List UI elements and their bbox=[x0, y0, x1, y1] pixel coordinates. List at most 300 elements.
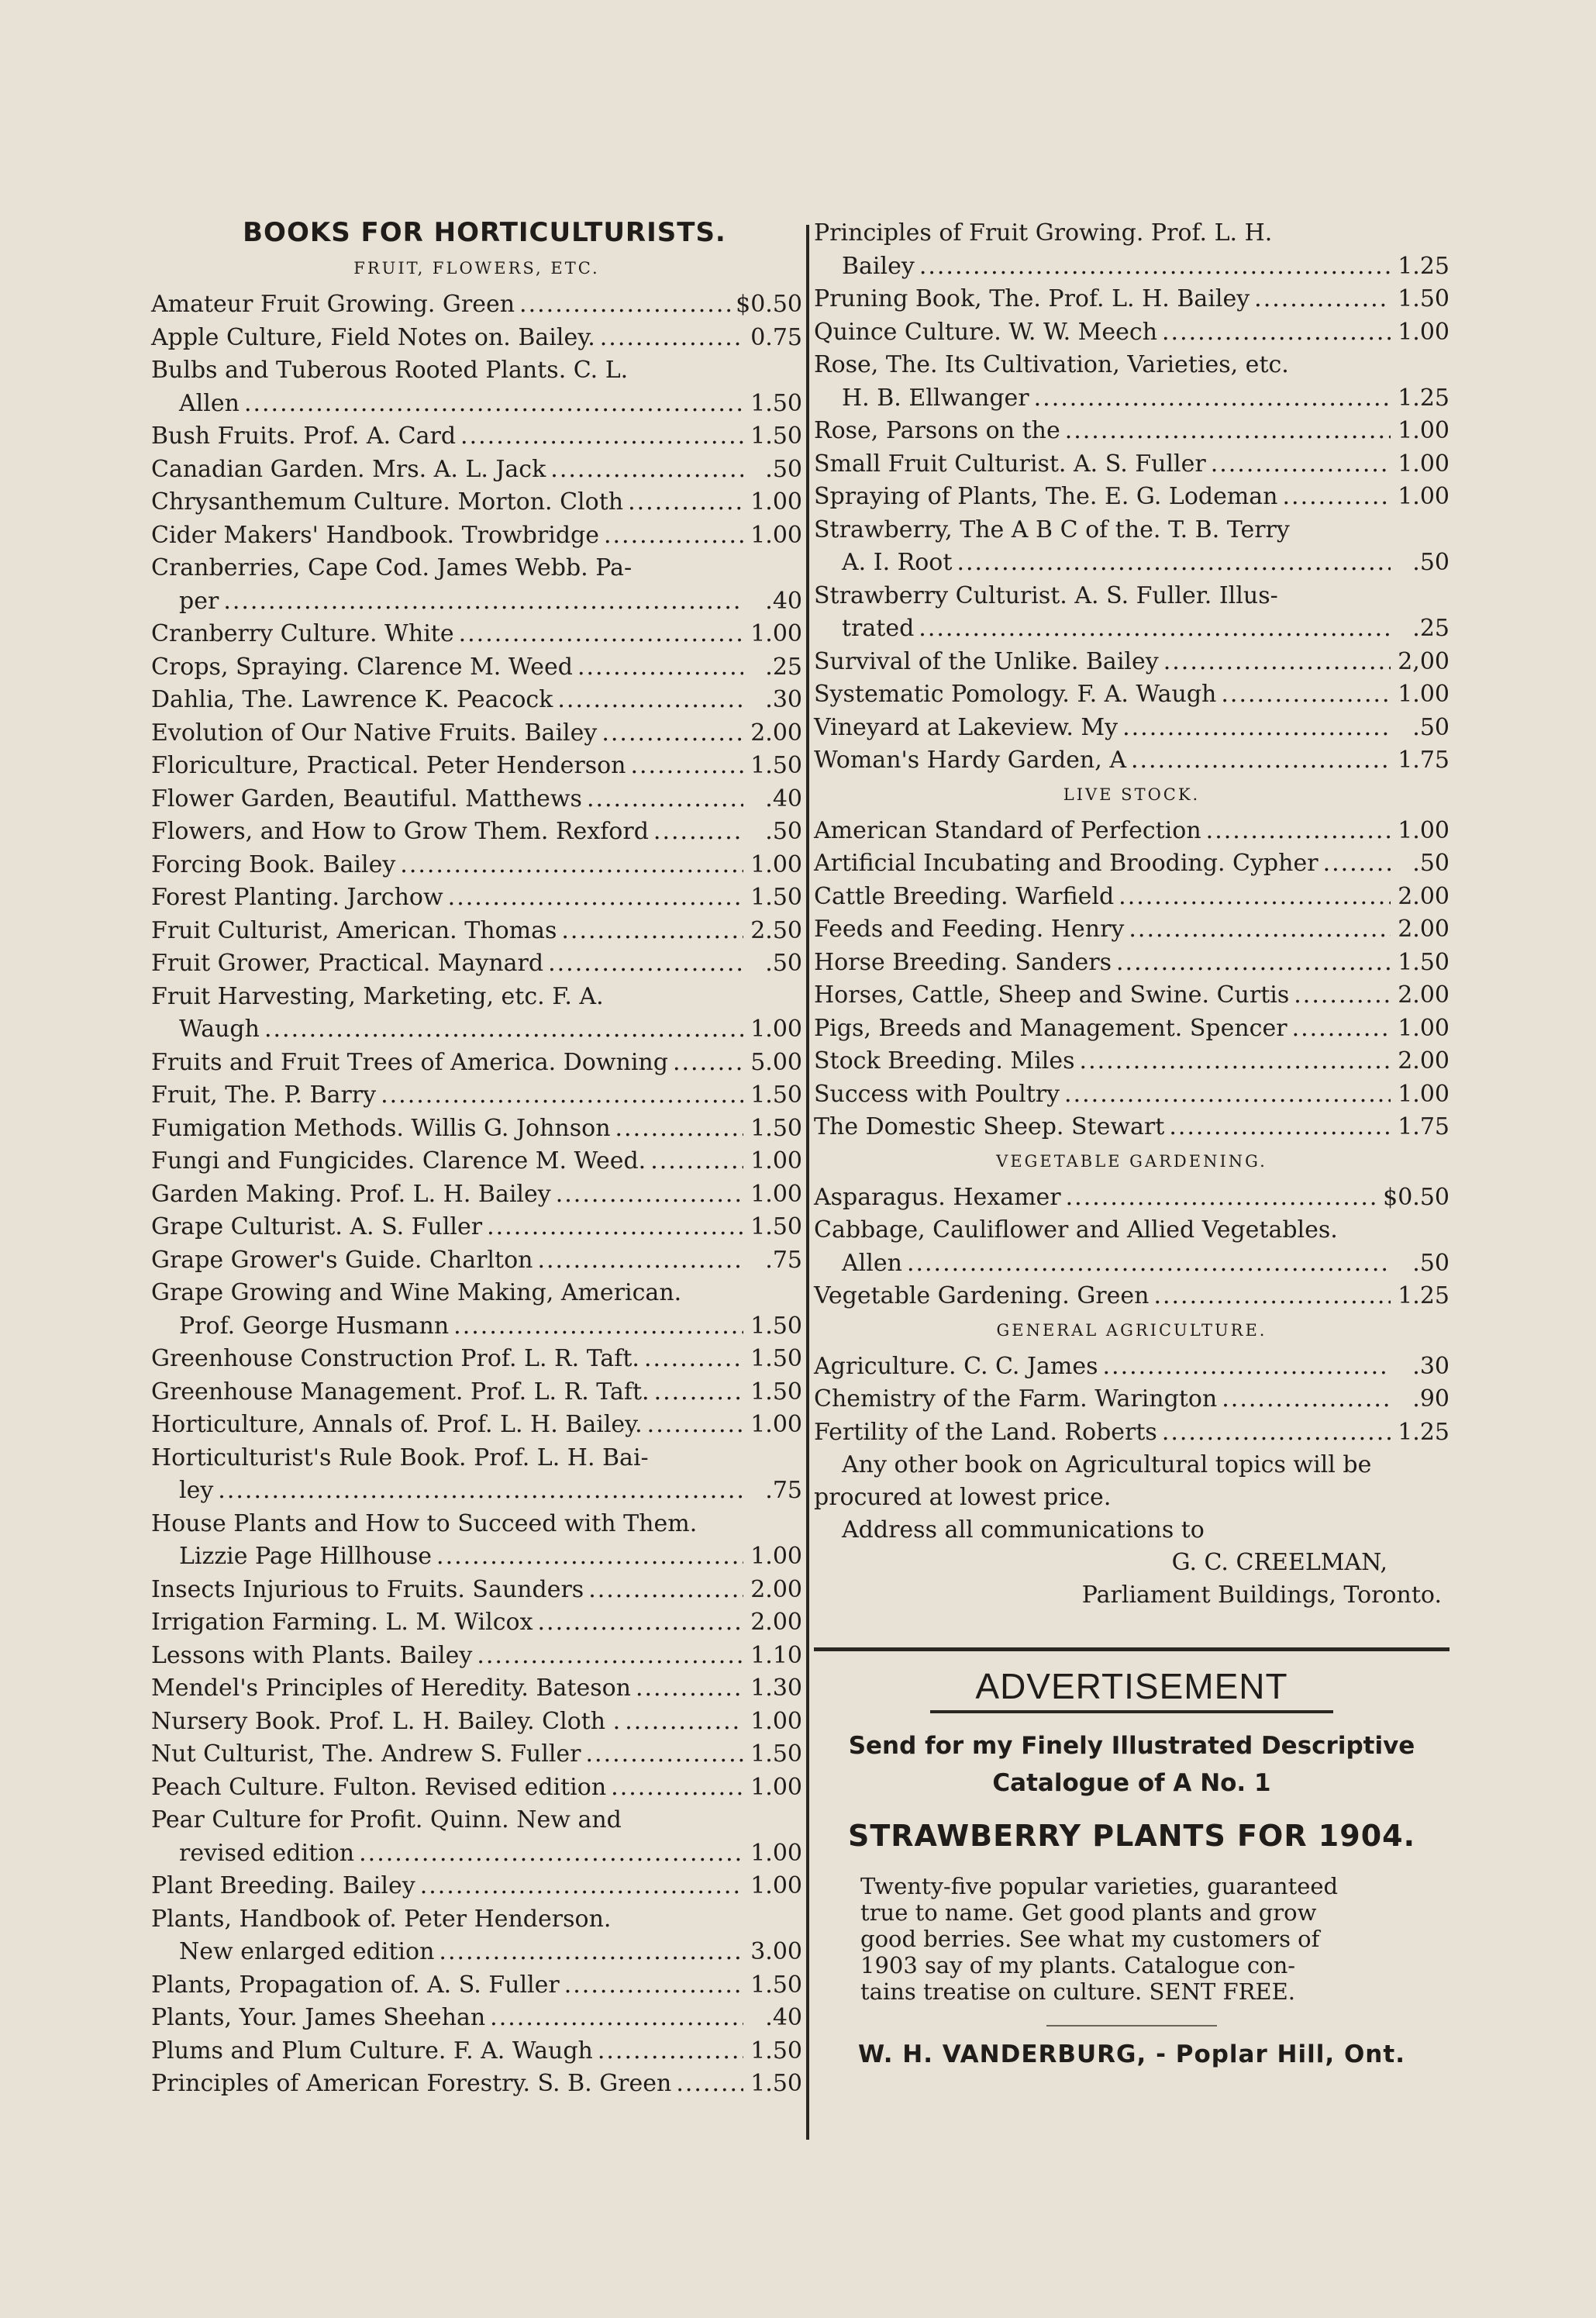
book-entry-title: Forcing Book. Bailey bbox=[151, 850, 396, 878]
book-entry bbox=[151, 1804, 802, 1870]
book-entry bbox=[814, 847, 1449, 881]
book-entry-title: Plums and Plum Culture. F. A. Waugh bbox=[151, 2037, 593, 2064]
book-entry bbox=[814, 979, 1449, 1012]
book-entry bbox=[151, 1706, 802, 1739]
book-entry-price: 1.50 bbox=[750, 2037, 802, 2064]
leader-dots bbox=[676, 2068, 743, 2101]
leader-dots bbox=[907, 1247, 1391, 1281]
book-entry bbox=[814, 678, 1449, 712]
book-entry-price: 1.00 bbox=[1398, 681, 1449, 708]
book-entry-title: Fruits and Fruit Trees of America. Downing bbox=[151, 1048, 668, 1076]
book-entry bbox=[814, 481, 1449, 514]
book-entry-price: $0.50 bbox=[1383, 1183, 1449, 1211]
book-entry bbox=[151, 2002, 802, 2035]
book-entry bbox=[151, 684, 802, 717]
book-entry bbox=[151, 849, 802, 882]
book-entry-title: revised edition bbox=[179, 1839, 355, 1867]
leader-dots bbox=[439, 1936, 743, 1969]
book-entry-title: Small Fruit Culturist. A. S. Fuller bbox=[814, 450, 1206, 478]
leader-dots bbox=[587, 783, 743, 816]
book-entry bbox=[151, 552, 802, 618]
leader-dots bbox=[602, 717, 743, 750]
book-entry-price: 1.00 bbox=[750, 1773, 802, 1801]
ad-desc-line: tains treatise on culture. SENT FREE. bbox=[860, 1978, 1295, 2005]
book-entry-price: 1.00 bbox=[750, 488, 802, 516]
leader-dots bbox=[564, 1969, 743, 2002]
section-heading-livestock: LIVE STOCK. bbox=[1063, 785, 1201, 804]
book-entry bbox=[151, 783, 802, 816]
book-entry-title: Allen bbox=[842, 1249, 902, 1277]
book-entry-price: 1.30 bbox=[750, 1675, 802, 1702]
book-entry bbox=[814, 283, 1449, 316]
book-entry-price: .90 bbox=[1412, 1385, 1449, 1413]
book-entry-title-line: Principles of Fruit Growing. Prof. L. H. bbox=[814, 219, 1273, 247]
leader-dots bbox=[436, 1540, 743, 1574]
book-entry-title: Bailey bbox=[842, 252, 915, 280]
leader-dots bbox=[223, 585, 743, 619]
section-heading-general: GENERAL AGRICULTURE. bbox=[996, 1320, 1267, 1340]
book-entry-title: Flower Garden, Beautiful. Matthews bbox=[151, 785, 582, 812]
leader-dots bbox=[588, 1574, 743, 1607]
book-entry-price: 1.25 bbox=[1398, 252, 1449, 280]
leader-dots bbox=[487, 1211, 743, 1244]
book-entry-title: Agriculture. C. C. James bbox=[814, 1352, 1098, 1380]
book-entry bbox=[151, 750, 802, 783]
book-entry bbox=[814, 514, 1449, 580]
book-entry-price: 2.00 bbox=[1398, 882, 1449, 910]
book-entry-price: 1.00 bbox=[750, 521, 802, 549]
book-entry bbox=[814, 1214, 1449, 1280]
book-entry-price: 1.50 bbox=[750, 1740, 802, 1768]
leader-dots bbox=[1103, 1350, 1391, 1384]
book-entry-price: .75 bbox=[765, 1477, 802, 1504]
book-entry-price: 3.00 bbox=[750, 1938, 802, 1965]
book-entry bbox=[151, 1672, 802, 1706]
ad-separator bbox=[1046, 2025, 1217, 2027]
book-entry-price: 1.50 bbox=[1398, 948, 1449, 976]
book-entry-title: Cranberry Culture. White bbox=[151, 620, 454, 647]
book-entry bbox=[151, 1574, 802, 1607]
leader-dots bbox=[600, 322, 743, 355]
ad-headline: STRAWBERRY PLANTS FOR 1904. bbox=[847, 1819, 1416, 1853]
book-entry-title: Insects Injurious to Fruits. Saunders bbox=[151, 1575, 584, 1603]
book-entry bbox=[151, 1376, 802, 1409]
book-entry-price: .40 bbox=[765, 2004, 802, 2031]
leader-dots bbox=[625, 1706, 743, 1739]
left-column bbox=[151, 217, 802, 2101]
book-entry bbox=[814, 947, 1449, 980]
book-entry-price: 1.00 bbox=[750, 1543, 802, 1570]
book-entry-title: Canadian Garden. Mrs. A. L. Jack bbox=[151, 455, 546, 483]
address-instruction: Address all communications to bbox=[842, 1516, 1205, 1544]
book-list-vegetable bbox=[814, 1181, 1449, 1313]
book-entry bbox=[151, 1079, 802, 1112]
leader-dots bbox=[604, 519, 743, 553]
leader-dots bbox=[381, 1079, 743, 1112]
book-entry bbox=[814, 881, 1449, 914]
leader-dots bbox=[1080, 1045, 1391, 1078]
book-entry-price: .75 bbox=[765, 1246, 802, 1274]
book-entry-title: Vegetable Gardening. Green bbox=[814, 1282, 1150, 1309]
book-entry-title: trated bbox=[842, 615, 915, 642]
book-entry bbox=[151, 1211, 802, 1244]
book-entry bbox=[151, 881, 802, 915]
book-entry bbox=[151, 354, 802, 420]
book-entry-price: 1.50 bbox=[750, 752, 802, 779]
book-entry-price: 2.00 bbox=[750, 719, 802, 747]
ad-desc-line: 1903 say of my plants. Catalogue con- bbox=[860, 1952, 1296, 1978]
leader-dots bbox=[244, 388, 743, 421]
book-entry-price: .50 bbox=[1412, 1249, 1449, 1277]
book-entry bbox=[151, 1771, 802, 1805]
leader-dots bbox=[420, 1870, 743, 1903]
book-entry bbox=[151, 1145, 802, 1178]
book-entry bbox=[151, 2035, 802, 2068]
book-entry-title-line: Bulbs and Tuberous Rooted Plants. C. L. bbox=[151, 357, 629, 384]
book-entry bbox=[814, 580, 1449, 646]
book-entry-title: Chemistry of the Farm. Warington bbox=[814, 1385, 1218, 1413]
book-entry bbox=[814, 1078, 1449, 1112]
ad-desc-line: Twenty-five popular varieties, guaranteed bbox=[860, 1873, 1339, 1899]
book-entry-price: 2.00 bbox=[1398, 916, 1449, 943]
book-entry-title: Fruit Grower, Practical. Maynard bbox=[151, 950, 544, 977]
book-entry bbox=[151, 1903, 802, 1969]
book-entry-title-line: Grape Growing and Wine Making, American. bbox=[151, 1279, 682, 1306]
leader-dots bbox=[490, 2002, 743, 2035]
leader-dots bbox=[1294, 979, 1391, 1012]
book-entry-price: .50 bbox=[765, 455, 802, 483]
leader-dots bbox=[628, 486, 743, 519]
book-entry-title: Horse Breeding. Sanders bbox=[814, 948, 1112, 976]
book-entry-price: 1.50 bbox=[750, 1971, 802, 1999]
book-entry-price: 1.00 bbox=[1398, 1080, 1449, 1108]
book-entry-title: Greenhouse Management. Prof. L. R. Taft. bbox=[151, 1378, 650, 1406]
book-entry-price: 2,00 bbox=[1398, 647, 1449, 675]
ad-signature: W. H. VANDERBURG, - Poplar Hill, Ont. bbox=[858, 2040, 1405, 2068]
leader-dots bbox=[611, 1771, 743, 1805]
right-column bbox=[814, 217, 1449, 2068]
ad-title: ADVERTISEMENT bbox=[975, 1666, 1288, 1706]
leader-dots bbox=[477, 1640, 743, 1673]
book-entry bbox=[814, 1350, 1449, 1384]
column-divider bbox=[806, 225, 809, 2140]
book-entry-title-line: Pear Culture for Profit. Quinn. New and bbox=[151, 1806, 622, 1833]
section-heading-fruit: FRUIT, FLOWERS, ETC. bbox=[353, 259, 600, 278]
book-entry-title: Grape Culturist. A. S. Fuller bbox=[151, 1213, 483, 1240]
leader-dots bbox=[577, 651, 743, 685]
book-entry-price: 1.00 bbox=[1398, 318, 1449, 346]
order-note-line1: Any other book on Agricultural topics will be bbox=[842, 1451, 1372, 1478]
leader-dots bbox=[218, 1475, 743, 1508]
leader-dots bbox=[919, 250, 1391, 284]
book-entry-price: 1.00 bbox=[750, 1707, 802, 1735]
book-entry-price: 1.50 bbox=[750, 884, 802, 911]
leader-dots bbox=[400, 849, 743, 882]
book-entry-title-line: Rose, The. Its Cultivation, Varieties, etc. bbox=[814, 351, 1289, 378]
book-entry-title: Amateur Fruit Growing. Green bbox=[151, 291, 515, 318]
leader-dots bbox=[1211, 448, 1391, 481]
leader-dots bbox=[453, 1310, 743, 1344]
book-entry bbox=[814, 815, 1449, 848]
book-entry-title: Woman's Hardy Garden, A bbox=[814, 747, 1126, 774]
book-entry bbox=[151, 1969, 802, 2002]
book-entry-title: Stock Breeding. Miles bbox=[814, 1047, 1075, 1074]
book-entry-title: Vineyard at Lakeview. My bbox=[814, 713, 1119, 741]
book-entry-price: 1.50 bbox=[1398, 285, 1449, 312]
leader-dots bbox=[556, 1178, 743, 1212]
book-entry-title-line: Cabbage, Cauliflower and Allied Vegetables. bbox=[814, 1216, 1338, 1244]
book-entry-title: Bush Fruits. Prof. A. Card bbox=[151, 423, 457, 450]
leader-dots bbox=[537, 1244, 743, 1278]
book-entry bbox=[151, 322, 802, 355]
book-entry-title-line: Strawberry Culturist. A. S. Fuller. Illus- bbox=[814, 581, 1278, 609]
book-entry-price: 1.50 bbox=[750, 1081, 802, 1109]
book-entry-title: Plants, Propagation of. A. S. Fuller bbox=[151, 1971, 560, 1999]
book-entry bbox=[814, 744, 1449, 778]
section-rule bbox=[814, 1647, 1449, 1651]
book-entry-price: 1.00 bbox=[750, 1016, 802, 1043]
book-entry bbox=[814, 1416, 1449, 1450]
book-list-general bbox=[814, 1350, 1449, 1450]
book-entry-title-line: Cranberries, Cape Cod. James Webb. Pa- bbox=[151, 554, 633, 581]
address-place: Parliament Buildings, Toronto. bbox=[1081, 1582, 1442, 1609]
book-entry-title: Grape Grower's Guide. Charlton bbox=[151, 1246, 533, 1274]
leader-dots bbox=[653, 816, 743, 849]
book-entry-title: Fumigation Methods. Willis G. Johnson bbox=[151, 1114, 611, 1142]
book-entry-price: 0.75 bbox=[750, 323, 802, 351]
leader-dots bbox=[647, 1409, 743, 1442]
book-entry bbox=[151, 1442, 802, 1508]
book-entry-price: 1.00 bbox=[1398, 816, 1449, 844]
book-entry-title: Forest Planting. Jarchow bbox=[151, 884, 443, 911]
book-entry-price: .50 bbox=[1412, 850, 1449, 877]
book-entry-price: 2.00 bbox=[1398, 981, 1449, 1009]
book-entry bbox=[814, 1012, 1449, 1046]
book-entry bbox=[151, 618, 802, 651]
book-entry-price: 2.00 bbox=[750, 1609, 802, 1636]
book-entry-price: 2.50 bbox=[750, 916, 802, 944]
book-entry-price: 1.75 bbox=[1398, 1113, 1449, 1140]
advertisement bbox=[814, 1665, 1449, 2068]
book-entry-price: 1.00 bbox=[750, 850, 802, 878]
book-entry-title: Nursery Book. Prof. L. H. Bailey. Cloth . bbox=[151, 1707, 621, 1735]
leader-dots bbox=[1323, 847, 1391, 881]
leader-dots bbox=[1119, 881, 1391, 914]
ad-line-2: Catalogue of A No. 1 bbox=[992, 1769, 1271, 1797]
page-title: BOOKS FOR HORTICULTURISTS. bbox=[243, 217, 726, 248]
book-entry-price: 1.50 bbox=[750, 389, 802, 417]
book-entry-title: Spraying of Plants, The. E. G. Lodeman bbox=[814, 483, 1278, 510]
book-entry-price: 1.00 bbox=[1398, 483, 1449, 510]
book-entry-title-line: Horticulturist's Rule Book. Prof. L. H. Bai- bbox=[151, 1444, 649, 1471]
book-entry bbox=[151, 1178, 802, 1212]
book-entry-title: A. I. Root bbox=[842, 549, 953, 576]
address-name: G. C. CREELMAN, bbox=[1171, 1549, 1387, 1576]
book-entry bbox=[814, 1045, 1449, 1078]
book-entry bbox=[151, 420, 802, 454]
book-entry-price: 1.00 bbox=[750, 1411, 802, 1438]
book-entry-price: 1.00 bbox=[750, 1839, 802, 1867]
leader-dots bbox=[644, 1343, 743, 1376]
book-entry-title: Floriculture, Practical. Peter Henderson bbox=[151, 752, 626, 779]
book-entry-price: .40 bbox=[765, 785, 802, 812]
book-entry bbox=[151, 519, 802, 553]
book-entry bbox=[151, 1047, 802, 1080]
book-entry-title: H. B. Ellwanger bbox=[842, 384, 1029, 412]
book-entry bbox=[814, 1280, 1449, 1313]
book-entry-price: 1.50 bbox=[750, 423, 802, 450]
book-entry-title: Flowers, and How to Grow Them. Rexford bbox=[151, 818, 649, 845]
leader-dots bbox=[557, 684, 743, 717]
book-list-continued bbox=[814, 217, 1449, 778]
book-entry-title-line: Strawberry, The A B C of the. T. B. Terry bbox=[814, 516, 1290, 543]
book-entry-title: Lessons with Plants. Bailey bbox=[151, 1641, 473, 1669]
book-entry bbox=[151, 816, 802, 849]
leader-dots bbox=[1064, 1078, 1391, 1112]
book-entry bbox=[151, 454, 802, 487]
book-entry bbox=[814, 1383, 1449, 1416]
book-entry bbox=[151, 1606, 802, 1640]
book-entry-title: Horses, Cattle, Sheep and Swine. Curtis bbox=[814, 981, 1290, 1009]
leader-dots bbox=[550, 454, 743, 487]
book-entry-price: 1.00 bbox=[750, 1180, 802, 1208]
book-entry bbox=[151, 486, 802, 519]
book-entry bbox=[814, 217, 1449, 283]
leader-dots bbox=[548, 947, 743, 981]
book-entry bbox=[814, 1111, 1449, 1144]
book-entry-title: American Standard of Perfection bbox=[814, 816, 1201, 844]
book-entry-title: Greenhouse Construction Prof. L. R. Taft. bbox=[151, 1345, 639, 1372]
book-entry-price: 1.00 bbox=[750, 620, 802, 647]
leader-dots bbox=[1163, 646, 1391, 679]
book-entry-title: Nut Culturist, The. Andrew S. Fuller bbox=[151, 1740, 581, 1768]
book-entry-title: Irrigation Farming. L. M. Wilcox bbox=[151, 1609, 533, 1636]
book-entry bbox=[151, 915, 802, 948]
leader-dots bbox=[957, 547, 1391, 580]
ad-desc-line: good berries. See what my customers of bbox=[860, 1926, 1320, 1952]
book-entry-title: Fertility of the Land. Roberts bbox=[814, 1418, 1157, 1446]
book-entry-price: 1.10 bbox=[750, 1641, 802, 1669]
book-entry-title: Chrysanthemum Culture. Morton. Cloth bbox=[151, 488, 624, 516]
book-entry-title: Evolution of Our Native Fruits. Bailey bbox=[151, 719, 598, 747]
ad-title-underline bbox=[930, 1710, 1333, 1713]
book-entry-price: 1.50 bbox=[750, 1114, 802, 1142]
leader-dots bbox=[673, 1047, 743, 1080]
book-entry-title: ley bbox=[179, 1477, 214, 1504]
book-entry-title: Fruit Culturist, American. Thomas bbox=[151, 916, 557, 944]
leader-dots bbox=[460, 420, 743, 454]
book-entry-price: 1.50 bbox=[750, 1213, 802, 1240]
book-entry-title: Apple Culture, Field Notes on. Bailey. bbox=[151, 323, 595, 351]
leader-dots bbox=[1129, 913, 1391, 947]
order-note-line2: procured at lowest price. bbox=[814, 1484, 1112, 1511]
book-entry bbox=[151, 947, 802, 981]
book-entry-title: Pigs, Breeds and Management. Spencer bbox=[814, 1014, 1287, 1042]
book-entry-title: Systematic Pomology. F. A. Waugh bbox=[814, 681, 1217, 708]
book-entry-title: Fruit, The. P. Barry bbox=[151, 1081, 377, 1109]
leader-dots bbox=[1116, 947, 1391, 980]
book-entry-price: .30 bbox=[765, 686, 802, 713]
book-list-livestock bbox=[814, 815, 1449, 1144]
leader-dots bbox=[538, 1606, 744, 1640]
leader-dots bbox=[1162, 1416, 1391, 1450]
book-entry-price: 1.00 bbox=[1398, 417, 1449, 444]
leader-dots bbox=[561, 915, 743, 948]
book-entry-title: Mendel's Principles of Heredity. Bateson bbox=[151, 1675, 631, 1702]
book-entry-title-line: House Plants and How to Succeed with Them. bbox=[151, 1509, 698, 1537]
book-entry bbox=[151, 717, 802, 750]
ad-desc-line: true to name. Get good plants and grow bbox=[860, 1899, 1317, 1926]
leader-dots bbox=[919, 612, 1391, 646]
book-entry-title: Artificial Incubating and Brooding. Cypher bbox=[814, 850, 1319, 877]
book-entry bbox=[151, 1277, 802, 1343]
leader-dots bbox=[1065, 415, 1391, 448]
book-entry-price: 1.50 bbox=[750, 1312, 802, 1340]
book-entry-price: 1.50 bbox=[750, 1378, 802, 1406]
book-entry bbox=[814, 316, 1449, 350]
book-entry bbox=[151, 1640, 802, 1673]
book-entry-title: Quince Culture. W. W. Meech bbox=[814, 318, 1158, 346]
book-entry-price: 1.00 bbox=[1398, 450, 1449, 478]
book-entry-price: 1.50 bbox=[750, 2070, 802, 2097]
book-entry-price: 1.00 bbox=[750, 1872, 802, 1899]
book-entry bbox=[814, 415, 1449, 448]
leader-dots bbox=[459, 618, 743, 651]
book-entry bbox=[151, 651, 802, 685]
book-entry bbox=[151, 1870, 802, 1903]
book-entry-price: .40 bbox=[765, 587, 802, 615]
book-entry-title: Cattle Breeding. Warfield bbox=[814, 882, 1115, 910]
book-entry-title: Dahlia, The. Lawrence K. Peacock bbox=[151, 686, 553, 713]
section-heading-vegetable: VEGETABLE GARDENING. bbox=[996, 1151, 1267, 1171]
book-entry bbox=[151, 1244, 802, 1278]
book-entry-price: .30 bbox=[1412, 1352, 1449, 1380]
ad-line-1: Send for my Finely Illustrated Descriptive bbox=[848, 1732, 1415, 1760]
leader-dots bbox=[1169, 1111, 1391, 1144]
leader-dots bbox=[1131, 744, 1391, 778]
book-entry-title: Prof. George Husmann bbox=[179, 1312, 450, 1340]
book-entry-price: 5.00 bbox=[750, 1048, 802, 1076]
book-entry-price: 1.00 bbox=[750, 1147, 802, 1175]
book-entry-title-line: Fruit Harvesting, Marketing, etc. F. A. bbox=[151, 982, 604, 1010]
book-entry-title: Cider Makers' Handbook. Trowbridge bbox=[151, 521, 599, 549]
leader-dots bbox=[448, 881, 743, 915]
book-entry-title: Success with Poultry bbox=[814, 1080, 1060, 1108]
leader-dots bbox=[1162, 316, 1391, 350]
book-entry bbox=[814, 1181, 1449, 1215]
book-entry-price: .50 bbox=[765, 950, 802, 977]
book-entry-title: The Domestic Sheep. Stewart bbox=[814, 1113, 1165, 1140]
book-entry-price: 1.75 bbox=[1398, 747, 1449, 774]
leader-dots bbox=[1283, 481, 1391, 514]
book-entry bbox=[151, 288, 802, 322]
book-entry-price: $0.50 bbox=[736, 291, 802, 318]
book-entry bbox=[151, 1409, 802, 1442]
book-entry bbox=[814, 913, 1449, 947]
leader-dots bbox=[630, 750, 743, 783]
book-entry bbox=[814, 448, 1449, 481]
book-entry-title: Rose, Parsons on the bbox=[814, 417, 1060, 444]
book-entry-title: Principles of American Forestry. S. B. Green bbox=[151, 2070, 672, 2097]
book-entry-title: Fungi and Fungicides. Clarence M. Weed. bbox=[151, 1147, 646, 1175]
book-entry-price: 1.25 bbox=[1398, 1418, 1449, 1446]
leader-dots bbox=[1034, 382, 1391, 416]
book-entry-price: .50 bbox=[765, 818, 802, 845]
book-entry-title-line: Plants, Handbook of. Peter Henderson. bbox=[151, 1905, 612, 1933]
leader-dots bbox=[1066, 1181, 1378, 1215]
book-entry-price: 1.00 bbox=[1398, 1014, 1449, 1042]
book-entry bbox=[151, 1343, 802, 1376]
